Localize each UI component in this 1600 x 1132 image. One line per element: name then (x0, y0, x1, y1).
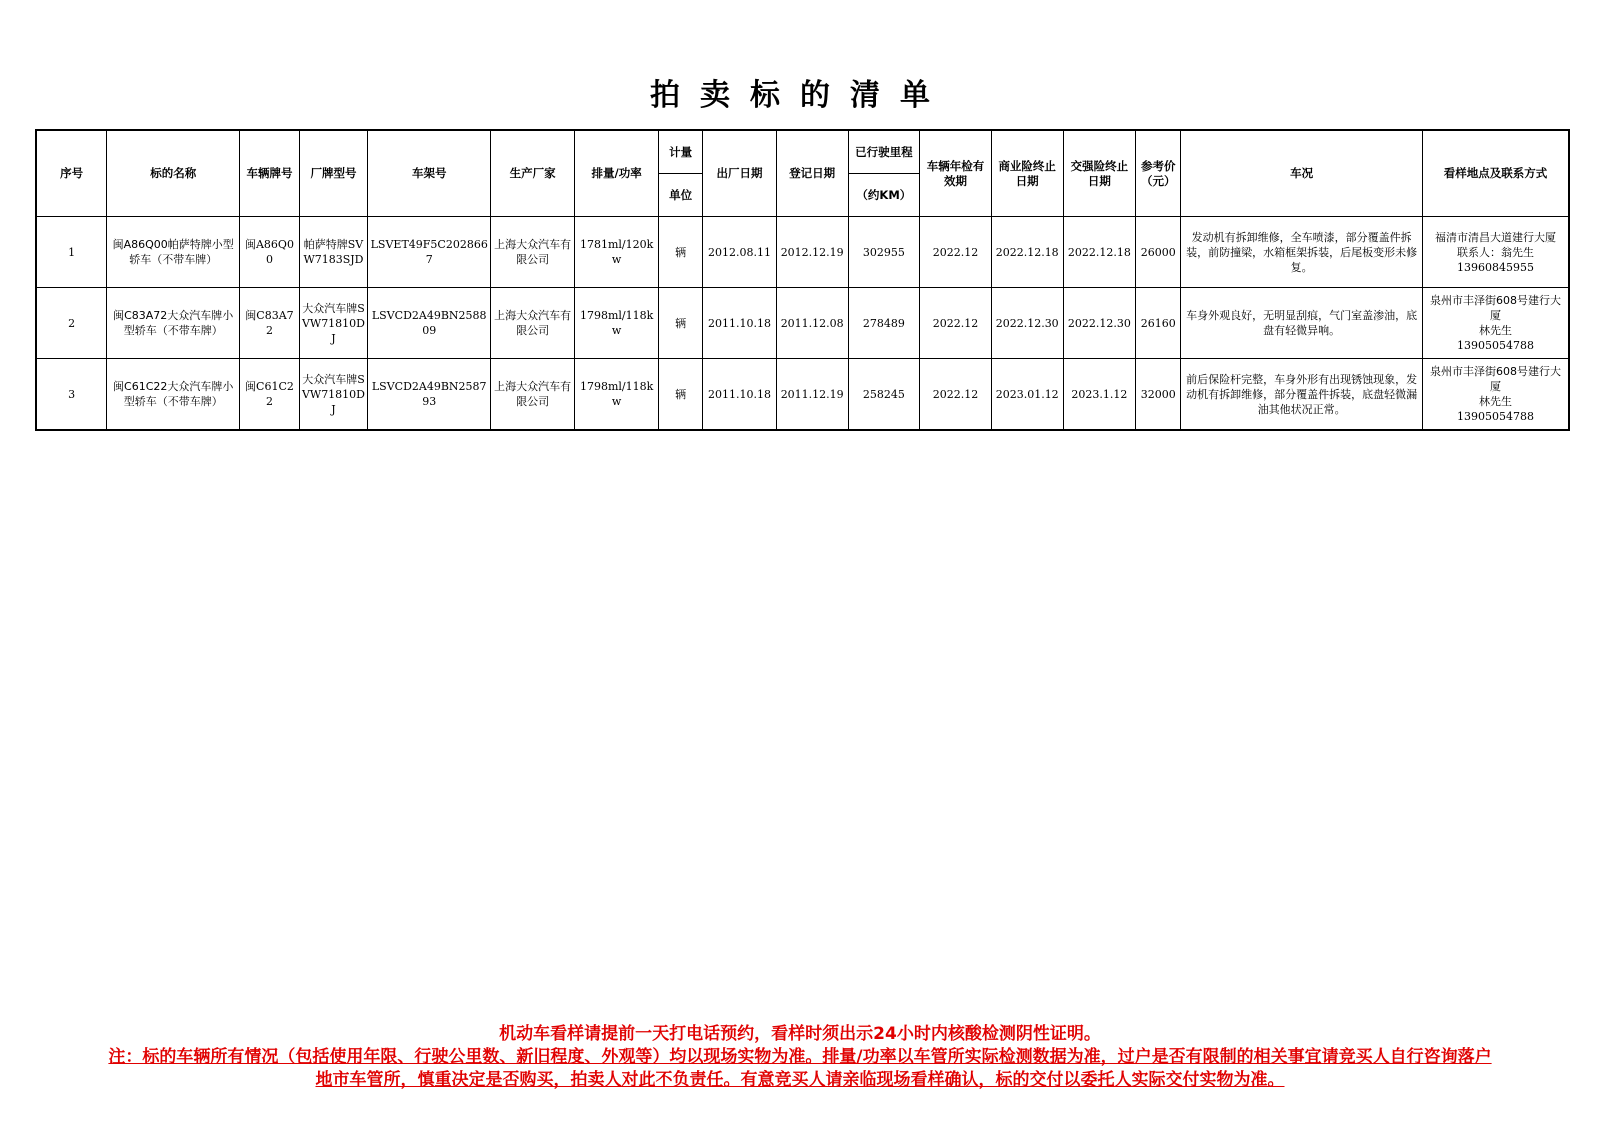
cell-reg-date: 2011.12.08 (776, 288, 848, 359)
cell-seq: 1 (36, 217, 107, 288)
cell-inspection: 2022.12 (920, 359, 992, 431)
header-displacement: 排量/功率 (575, 130, 659, 217)
cell-plate: 闽A86Q00 (240, 217, 299, 288)
header-maker: 生产厂家 (491, 130, 575, 217)
location-address: 泉州市丰泽街608号建行大厦 (1429, 294, 1561, 322)
cell-unit: 辆 (659, 217, 703, 288)
cell-condition: 发动机有拆卸维修，全车喷漆，部分覆盖件拆装，前防撞梁，水箱框架拆装，后尾板变形未修复。 (1181, 217, 1423, 288)
cell-maker: 上海大众汽车有限公司 (491, 217, 575, 288)
header-inspection: 车辆年检有效期 (920, 130, 992, 217)
location-phone: 13905054788 (1456, 339, 1534, 352)
header-ref-price: 参考价（元） (1136, 130, 1181, 217)
header-compulsory: 交强险终止日期 (1063, 130, 1136, 217)
cell-maker: 上海大众汽车有限公司 (491, 288, 575, 359)
cell-commercial: 2022.12.18 (991, 217, 1063, 288)
notice-disclaimer: 注：标的车辆所有情况（包括使用年限、行驶公里数、新旧程度、外观等）均以现场实物为准。排量/功率以车管所实际检测数据为准，过户是否有限制的相关事宜请竞买人自行咨询落户地市车管所，慎重决定是否购买，拍卖人对此不负责任。有意竞买人请亲临现场看样确认，标的交付以委托人实际交付实物为准。 (108, 1047, 1492, 1090)
location-address: 福清市清昌大道建行大厦 (1434, 230, 1556, 244)
header-unit-bottom: 单位 (659, 174, 703, 217)
cell-unit: 辆 (659, 288, 703, 359)
cell-reg-date: 2012.12.19 (776, 217, 848, 288)
page-title: 拍卖标的清单 (650, 78, 950, 113)
table-header-row (36, 130, 1569, 174)
header-unit-top: 计量 (659, 130, 703, 174)
cell-condition: 车身外观良好，无明显刮痕，气门室盖渗油，底盘有轻微异响。 (1181, 288, 1423, 359)
cell-displacement: 1798ml/118kw (575, 359, 659, 431)
location-contact: 林先生 (1478, 324, 1512, 337)
header-condition: 车况 (1181, 130, 1423, 217)
cell-location (1422, 359, 1569, 431)
header-seq: 序号 (36, 130, 107, 217)
header-plate: 车辆牌号 (240, 130, 299, 217)
cell-compulsory: 2022.12.18 (1063, 217, 1136, 288)
header-model: 厂牌型号 (299, 130, 368, 217)
cell-prod-date: 2011.10.18 (703, 359, 777, 431)
location-contact: 联系人：翁先生 (1456, 245, 1534, 259)
header-name: 标的名称 (107, 130, 240, 217)
cell-ref-price: 26160 (1136, 288, 1181, 359)
cell-vin: LSVET49F5C2028667 (368, 217, 491, 288)
cell-compulsory: 2022.12.30 (1063, 288, 1136, 359)
header-commercial: 商业险终止日期 (991, 130, 1063, 217)
cell-seq: 3 (36, 359, 107, 431)
cell-seq: 2 (36, 288, 107, 359)
cell-name: 闽C61C22大众汽车牌小型轿车（不带车牌） (107, 359, 240, 431)
cell-mileage: 278489 (848, 288, 920, 359)
location-contact: 林先生 (1478, 395, 1512, 408)
cell-plate: 闽C83A72 (240, 288, 299, 359)
cell-inspection: 2022.12 (920, 217, 992, 288)
cell-condition: 前后保险杆完整，车身外形有出现锈蚀现象，发动机有拆卸维修，部分覆盖件拆装，底盘轻微漏油其他状况正常。 (1181, 359, 1423, 431)
table-row (36, 359, 1569, 431)
cell-prod-date: 2011.10.18 (703, 288, 777, 359)
cell-ref-price: 32000 (1136, 359, 1181, 431)
header-location: 看样地点及联系方式 (1422, 130, 1569, 217)
cell-unit: 辆 (659, 359, 703, 431)
table-row (36, 288, 1569, 359)
auction-items-table (35, 129, 1570, 431)
location-phone: 13905054788 (1456, 410, 1534, 423)
header-reg-date: 登记日期 (776, 130, 848, 217)
header-vin: 车架号 (368, 130, 491, 217)
cell-mileage: 302955 (848, 217, 920, 288)
cell-compulsory: 2023.1.12 (1063, 359, 1136, 431)
cell-prod-date: 2012.08.11 (703, 217, 777, 288)
cell-displacement: 1798ml/118kw (575, 288, 659, 359)
cell-model: 大众汽车牌SVW71810DJ (299, 288, 368, 359)
cell-inspection: 2022.12 (920, 288, 992, 359)
location-phone: 13960845955 (1456, 260, 1534, 274)
cell-ref-price: 26000 (1136, 217, 1181, 288)
cell-name: 闽C83A72大众汽车牌小型轿车（不带车牌） (107, 288, 240, 359)
cell-vin: LSVCD2A49BN258793 (368, 359, 491, 431)
cell-displacement: 1781ml/120kw (575, 217, 659, 288)
header-mileage-top: 已行驶里程 (848, 130, 920, 174)
cell-model: 大众汽车牌SVW71810DJ (299, 359, 368, 431)
notice-appointment: 机动车看样请提前一天打电话预约，看样时须出示24小时内核酸检测阴性证明。 (499, 1024, 1101, 1044)
header-mileage-bottom: （约KM） (848, 174, 920, 217)
cell-name: 闽A86Q00帕萨特牌小型轿车（不带车牌） (107, 217, 240, 288)
header-prod-date: 出厂日期 (703, 130, 777, 217)
cell-maker: 上海大众汽车有限公司 (491, 359, 575, 431)
cell-location (1422, 217, 1569, 288)
cell-model: 帕萨特牌SVW7183SJD (299, 217, 368, 288)
notice-block (100, 1023, 1500, 1092)
cell-plate: 闽C61C22 (240, 359, 299, 431)
cell-mileage: 258245 (848, 359, 920, 431)
cell-commercial: 2023.01.12 (991, 359, 1063, 431)
cell-vin: LSVCD2A49BN258809 (368, 288, 491, 359)
cell-reg-date: 2011.12.19 (776, 359, 848, 431)
cell-commercial: 2022.12.30 (991, 288, 1063, 359)
location-address: 泉州市丰泽街608号建行大厦 (1429, 365, 1561, 393)
table-row (36, 217, 1569, 288)
cell-location (1422, 288, 1569, 359)
